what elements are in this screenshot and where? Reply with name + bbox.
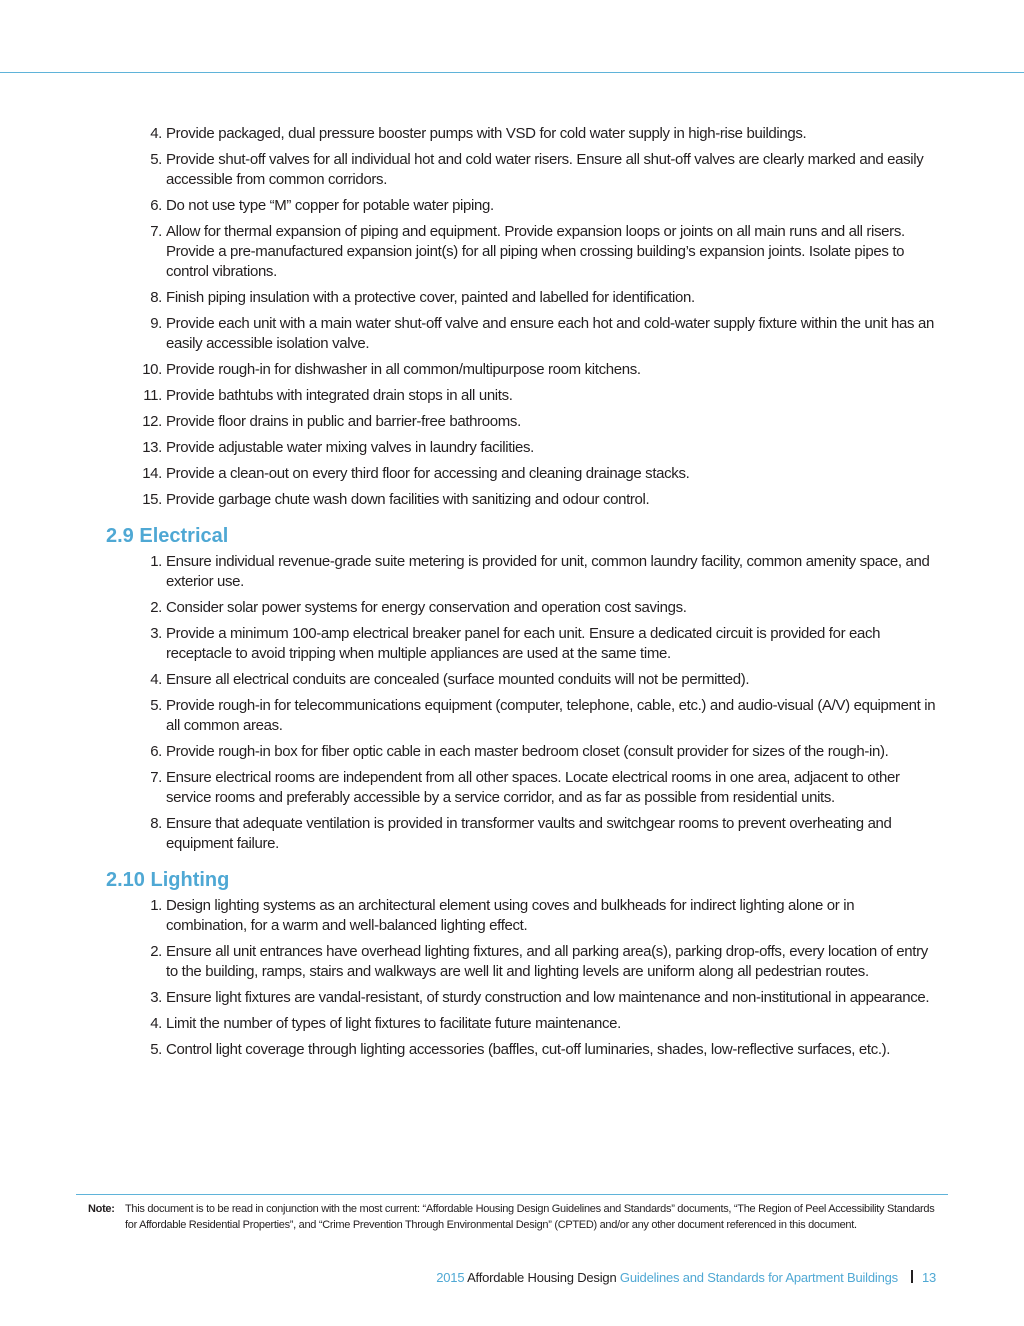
item-number: 8.: [150, 289, 162, 306]
list-item: [106, 1040, 936, 1060]
list-item: [106, 196, 936, 216]
item-number: 9.: [150, 315, 162, 332]
list-item: [106, 988, 936, 1008]
footnote: [88, 1201, 938, 1233]
item-number: 5.: [150, 1041, 162, 1058]
item-text: Ensure individual revenue-grade suite metering is provided for unit, common laundry facility, common amenity space, and exterior use.: [166, 553, 930, 590]
item-text: Provide a minimum 100-amp electrical breaker panel for each unit. Ensure a dedicated circuit is provided for each receptacle to avoid tripping when multiple appliances are used at the same time.: [166, 625, 881, 662]
item-text: Provide rough-in for dishwasher in all common/multipurpose room kitchens.: [166, 361, 641, 378]
list-item: [106, 896, 936, 936]
item-number: 14.: [142, 465, 162, 482]
list-item: [106, 150, 936, 190]
item-number: 2.: [150, 943, 162, 960]
page-number: 13: [921, 1270, 936, 1285]
list-item: [106, 360, 936, 380]
item-text: Limit the number of types of light fixtures to facilitate future maintenance.: [166, 1015, 621, 1032]
item-text: Provide adjustable water mixing valves in laundry facilities.: [166, 439, 534, 456]
item-number: 6.: [150, 743, 162, 760]
plumbing-list: [106, 124, 936, 510]
item-number: 1.: [150, 553, 162, 570]
item-text: Do not use type “M” copper for potable water piping.: [166, 197, 494, 214]
footer-separator: [911, 1270, 913, 1283]
list-item: [106, 490, 936, 510]
item-text: Provide bathtubs with integrated drain stops in all units.: [166, 387, 513, 404]
list-item: [106, 598, 936, 618]
list-item: [106, 1014, 936, 1034]
list-item: [106, 464, 936, 484]
list-item: [106, 768, 936, 808]
list-item: [106, 942, 936, 982]
item-text: Allow for thermal expansion of piping and equipment. Provide expansion loops or joints on all main runs and all risers. Provide a pre-manufactured expansion joint(s) for all piping when crossing building’s expansion joints. Isolate pipes to control vibrations.: [166, 223, 905, 280]
item-number: 1.: [150, 897, 162, 914]
list-item: [106, 742, 936, 762]
section-heading-lighting: 2.10 Lighting: [106, 869, 230, 891]
item-number: 12.: [142, 413, 162, 430]
lighting-list: [106, 896, 936, 1060]
footer-title-dark: Affordable Housing Design: [467, 1270, 617, 1285]
list-item: [106, 386, 936, 406]
item-number: 5.: [150, 151, 162, 168]
item-text: Provide floor drains in public and barrier-free bathrooms.: [166, 413, 521, 430]
note-label: Note:: [88, 1203, 115, 1215]
item-number: 3.: [150, 989, 162, 1006]
header-rule: [0, 72, 1024, 73]
item-text: Ensure all unit entrances have overhead lighting fixtures, and all parking area(s), parking drop-offs, every location of entry to the building, ramps, stairs and walkways are well lit and lighting levels are uniform along all pedestrian routes.: [166, 943, 928, 980]
item-number: 3.: [150, 625, 162, 642]
item-text: Ensure all electrical conduits are concealed (surface mounted conduits will not be permitted).: [166, 671, 750, 688]
item-text: Ensure electrical rooms are independent from all other spaces. Locate electrical rooms in one area, adjacent to other service rooms and preferably accessible by a service corridor, and as far as possible from residential units.: [166, 769, 900, 806]
list-item: [106, 314, 936, 354]
note-rule: [76, 1194, 948, 1195]
list-item: [106, 124, 936, 144]
list-item: [106, 670, 936, 690]
list-item: [106, 288, 936, 308]
item-text: Consider solar power systems for energy conservation and operation cost savings.: [166, 599, 687, 616]
page-footer: [436, 1270, 936, 1286]
item-number: 4.: [150, 1015, 162, 1032]
item-text: Provide rough-in box for fiber optic cable in each master bedroom closet (consult provider for sizes of the rough-in).: [166, 743, 889, 760]
item-text: Provide garbage chute wash down facilities with sanitizing and odour control.: [166, 491, 650, 508]
item-text: Ensure light fixtures are vandal-resistant, of sturdy construction and low maintenance and non-institutional in appearance.: [166, 989, 930, 1006]
item-number: 2.: [150, 599, 162, 616]
item-text: Finish piping insulation with a protective cover, painted and labelled for identification.: [166, 289, 695, 306]
item-number: 5.: [150, 697, 162, 714]
footer-title-blue: Guidelines and Standards for Apartment Buildings: [619, 1270, 898, 1285]
electrical-list: [106, 552, 936, 854]
section-heading-electrical: 2.9 Electrical: [106, 525, 229, 547]
item-text: Design lighting systems as an architectural element using coves and bulkheads for indirect lighting alone or in combination, for a warm and well-balanced lighting effect.: [166, 897, 855, 934]
item-number: 4.: [150, 125, 162, 142]
list-item: [106, 438, 936, 458]
item-number: 6.: [150, 197, 162, 214]
item-number: 15.: [142, 491, 162, 508]
item-text: Provide rough-in for telecommunications equipment (computer, telephone, cable, etc.) and audio-visual (A/V) equipment in all common areas.: [166, 697, 936, 734]
item-number: 13.: [142, 439, 162, 456]
page-content: [106, 124, 936, 1066]
list-item: [106, 696, 936, 736]
footer-year: 2015: [436, 1270, 465, 1285]
item-text: Ensure that adequate ventilation is provided in transformer vaults and switchgear rooms to prevent overheating and equipment failure.: [166, 815, 892, 852]
item-text: Provide a clean-out on every third floor for accessing and cleaning drainage stacks.: [166, 465, 690, 482]
item-number: 11.: [143, 387, 162, 404]
list-item: [106, 624, 936, 664]
list-item: [106, 222, 936, 282]
item-text: Provide shut-off valves for all individual hot and cold water risers. Ensure all shut-off valves are clearly marked and easily accessible from common corridors.: [166, 151, 924, 188]
list-item: [106, 814, 936, 854]
note-text: This document is to be read in conjunction with the most current: “Affordable Housing Design Guidelines and Standards” documents, “The Region of Peel Accessibility Standards for Affordable Residential Properties”, and “Crime Prevention Through Environmental Design” (CPTED) and/or any other document referenced in this document.: [125, 1203, 935, 1231]
item-text: Control light coverage through lighting accessories (baffles, cut-off luminaries, shades, low-reflective surfaces, etc.).: [166, 1041, 891, 1058]
item-text: Provide packaged, dual pressure booster pumps with VSD for cold water supply in high-rise buildings.: [166, 125, 807, 142]
item-number: 10.: [142, 361, 162, 378]
item-text: Provide each unit with a main water shut-off valve and ensure each hot and cold-water supply fixture within the unit has an easily accessible isolation valve.: [166, 315, 934, 352]
item-number: 7.: [150, 223, 162, 240]
item-number: 7.: [150, 769, 162, 786]
item-number: 4.: [150, 671, 162, 688]
item-number: 8.: [150, 815, 162, 832]
list-item: [106, 412, 936, 432]
list-item: [106, 552, 936, 592]
